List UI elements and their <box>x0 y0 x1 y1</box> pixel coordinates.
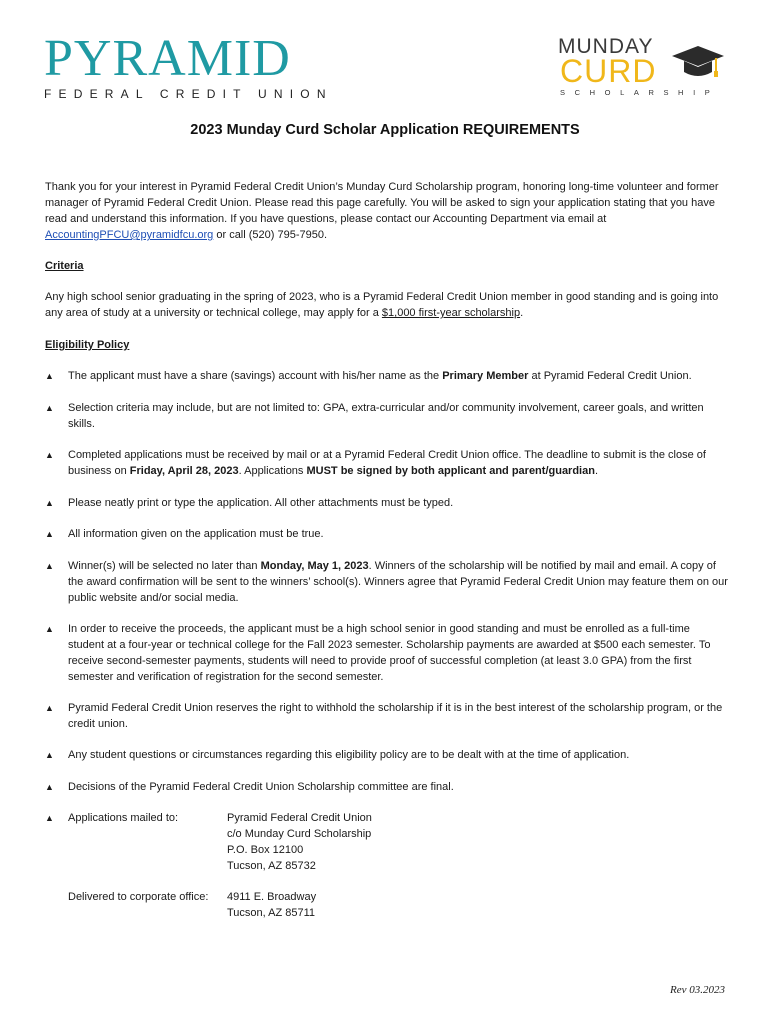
triangle-bullet-icon: ▲ <box>45 750 54 760</box>
bullet-text: Selection criteria may include, but are not limited to: GPA, extra-curricular and/or community involvement, career goals, and written skills. <box>68 402 704 430</box>
bullet-text: In order to receive the proceeds, the applicant must be a high school senior in good standing and must be enrolled as a full-time student at a four-year or technical college for the Fall 2023 semester. Scholarship payments are awarded at $500 each semester. To receive second-semester payments, students will need to provide proof of successful completion (at least 3.0 GPA) from the first semester and verification of registration for the second semester. <box>68 623 711 683</box>
selection-date: Monday, May 1, 2023 <box>260 560 369 572</box>
bullet-text: Pyramid Federal Credit Union reserves the right to withhold the scholarship if it is in the best interest of the scholarship program, or the credit union. <box>68 702 723 730</box>
criteria-heading: Criteria <box>45 260 84 272</box>
logo-wordmark: PYRAMID <box>44 30 291 87</box>
bullet-text: . Winners of the scholarship will be notified by mail and email. A copy of the award confirmation will be sent to the winners’ school(s). Winners agree that Pyramid Federal Credit Union may feature them on our public website and/or social media. <box>68 560 728 604</box>
triangle-bullet-icon: ▲ <box>45 624 54 634</box>
accounting-email-link[interactable]: AccountingPFCU@pyramidfcu.org <box>45 229 214 241</box>
triangle-bullet-icon: ▲ <box>45 498 54 508</box>
page-title: 2023 Munday Curd Scholar Application REQUIREMENTS <box>190 122 580 138</box>
address-line: P.O. Box 12100 <box>227 844 304 856</box>
pyramid-fcu-logo <box>44 30 333 101</box>
bullet-text: . Applications <box>238 465 307 477</box>
logo-scholarship-text: SCHOLARSHIP <box>560 88 720 97</box>
eligibility-heading: Eligibility Policy <box>45 339 130 351</box>
intro-paragraph <box>45 179 735 243</box>
address-line: Tucson, AZ 85711 <box>227 907 316 919</box>
criteria-paragraph <box>45 289 735 321</box>
deadline-date: Friday, April 28, 2023 <box>129 465 239 477</box>
criteria-text: Any high school senior graduating in the spring of 2023, who is a Pyramid Federal Credit Union member in good standing and is going into any area of study at a university or technical college, may apply for a <box>45 291 719 319</box>
bullet-text: The applicant must have a share (savings) account with his/her name as the <box>68 370 443 382</box>
bullet-text: Completed applications must be received by mail or at a Pyramid Federal Credit Union office. The deadline to submit is the close of business on <box>68 449 706 477</box>
intro-phone-text: or call (520) 795-7950. <box>213 229 328 241</box>
address-line: 4911 E. Broadway <box>227 891 317 903</box>
triangle-bullet-icon: ▲ <box>45 403 54 413</box>
bullet-bold-text: Primary Member <box>442 370 529 382</box>
mailing-address <box>227 810 372 874</box>
graduation-cap-icon <box>670 42 726 82</box>
bullet-text: All information given on the application must be true. <box>68 528 324 540</box>
triangle-bullet-icon: ▲ <box>45 371 54 381</box>
revision-label: Rev 03.2023 <box>670 984 725 996</box>
bullet-text: at Pyramid Federal Credit Union. <box>528 370 692 382</box>
address-line: Tucson, AZ 85732 <box>227 860 316 872</box>
bullet-text: Any student questions or circumstances regarding this eligibility policy are to be dealt with at the time of application. <box>68 749 630 761</box>
address-line: c/o Munday Curd Scholarship <box>227 828 372 840</box>
triangle-bullet-icon: ▲ <box>45 703 54 713</box>
address-line: Pyramid Federal Credit Union <box>227 812 372 824</box>
delivery-address <box>227 889 316 921</box>
delivery-label: Delivered to corporate office: <box>68 891 209 903</box>
logo-munday-text: MUNDAY <box>558 35 654 58</box>
triangle-bullet-icon: ▲ <box>45 782 54 792</box>
triangle-bullet-icon: ▲ <box>45 561 54 571</box>
mailing-label: Applications mailed to: <box>68 812 179 824</box>
bullet-text: Winner(s) will be selected no later than <box>68 560 261 572</box>
logo-curd-text: CURD <box>560 53 657 89</box>
signature-requirement: MUST be signed by both applicant and parent/guardian <box>306 465 595 477</box>
bullet-text: Decisions of the Pyramid Federal Credit Union Scholarship committee are final. <box>68 781 454 793</box>
bullet-text: . <box>594 465 599 477</box>
triangle-bullet-icon: ▲ <box>45 813 54 823</box>
logo-subline: FEDERAL CREDIT UNION <box>44 87 333 101</box>
triangle-bullet-icon: ▲ <box>45 529 54 539</box>
munday-curd-scholarship-logo <box>558 36 733 98</box>
criteria-end: . <box>520 307 524 319</box>
intro-text: Thank you for your interest in Pyramid Federal Credit Union’s Munday Curd Scholarship program, honoring long-time volunteer and former manager of Pyramid Federal Credit Union. Please read this page carefully. You will be asked to sign your application stating that you have read and understand this information. If you have questions, please contact our Accounting Department via email at <box>45 181 719 225</box>
bullet-text: Please neatly print or type the application. All other attachments must be typed. <box>68 497 454 509</box>
triangle-bullet-icon: ▲ <box>45 450 54 460</box>
award-amount: $1,000 first-year scholarship <box>381 307 521 319</box>
